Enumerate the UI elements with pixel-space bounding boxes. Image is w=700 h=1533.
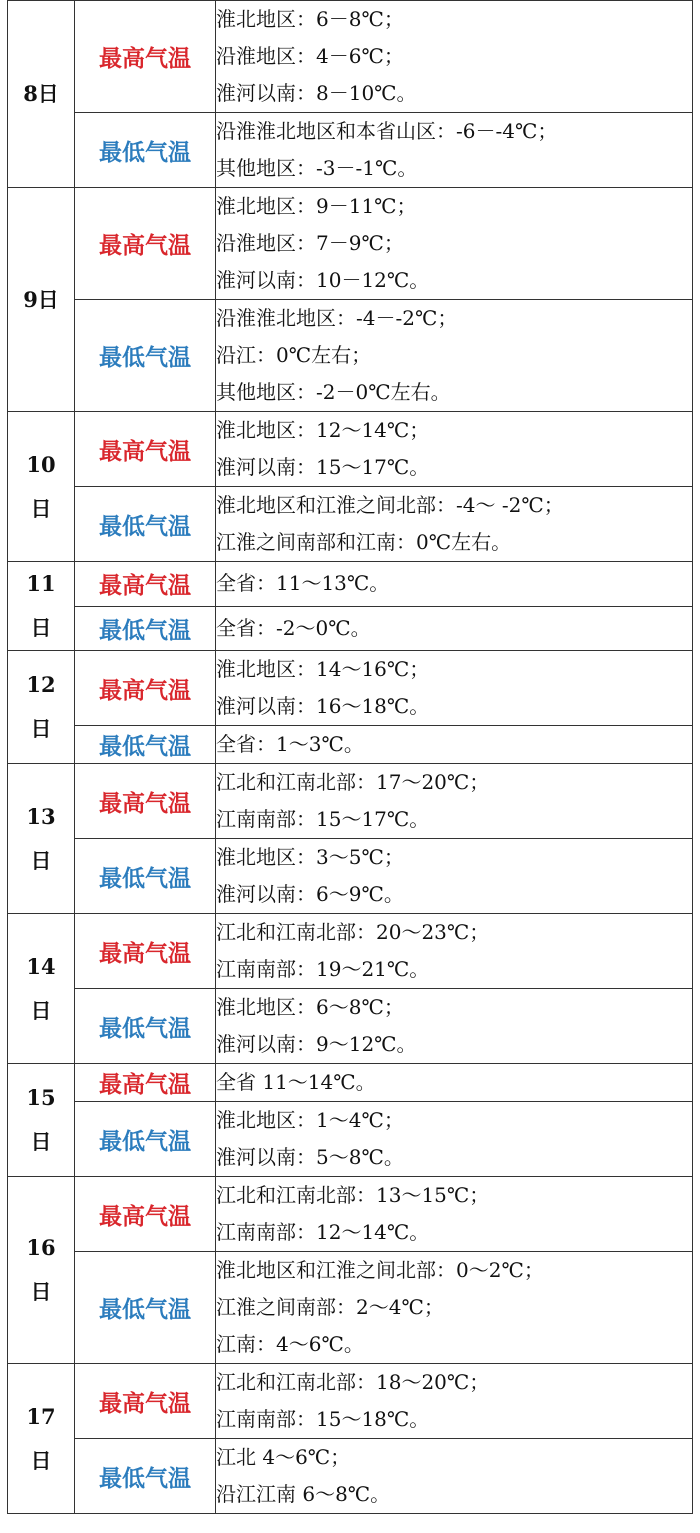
- forecast-row: [8, 1177, 693, 1252]
- max-temp-label: 最高气温: [75, 764, 216, 839]
- day-cell: [8, 1364, 75, 1514]
- temperature-detail-line: 淮北地区：6－8℃；: [216, 7, 404, 31]
- day-cell: [8, 1, 75, 188]
- day-label: 14 日: [26, 953, 56, 1023]
- temperature-detail-cell: [216, 839, 693, 914]
- max-temp-label: 最高气温: [75, 1064, 216, 1102]
- temperature-detail-cell: [216, 487, 693, 562]
- temperature-detail-line: 淮北地区和江淮之间北部：0～2℃；: [216, 1258, 544, 1282]
- forecast-row: [8, 562, 693, 607]
- temperature-detail-cell: [216, 300, 693, 412]
- temperature-detail-line: 淮北地区和江淮之间北部：-4～ -2℃；: [216, 493, 564, 517]
- day-label: 10 日: [26, 451, 56, 521]
- temperature-detail-cell: [216, 1064, 693, 1102]
- day-label: 11 日: [26, 571, 56, 640]
- temperature-detail-line: 其他地区：-2－0℃左右。: [216, 380, 451, 404]
- temperature-detail-line: 淮河以南：6～9℃。: [216, 882, 404, 906]
- forecast-row: [8, 113, 693, 188]
- forecast-row: [8, 914, 693, 989]
- forecast-row: [8, 300, 693, 412]
- temperature-detail-line: 全省 11～14℃。: [216, 1070, 376, 1094]
- temperature-detail-line: 全省：1～3℃。: [216, 732, 364, 756]
- forecast-row: [8, 764, 693, 839]
- min-temp-label: 最低气温: [75, 113, 216, 188]
- temperature-detail-line: 沿淮地区：4－6℃；: [216, 44, 404, 68]
- temperature-detail-line: 江北和江南北部：18～20℃；: [216, 1370, 490, 1394]
- temperature-detail-line: 江北和江南北部：20～23℃；: [216, 920, 490, 944]
- temperature-detail-cell: [216, 1439, 693, 1514]
- temperature-detail-line: 江南南部：15～18℃。: [216, 1407, 430, 1431]
- forecast-row: [8, 606, 693, 651]
- temperature-detail-cell: [216, 989, 693, 1064]
- min-temp-label: 最低气温: [75, 1439, 216, 1514]
- temperature-detail-line: 江南南部：19～21℃。: [216, 957, 430, 981]
- day-label: 15 日: [26, 1085, 56, 1154]
- day-cell: [8, 914, 75, 1064]
- day-cell: [8, 562, 75, 651]
- day-label: 12 日: [26, 672, 56, 741]
- forecast-row: [8, 651, 693, 726]
- forecast-row: [8, 726, 693, 764]
- forecast-row: [8, 1, 693, 113]
- temperature-detail-line: 江北和江南北部：17～20℃；: [216, 770, 490, 794]
- temperature-detail-line: 淮北地区：1～4℃；: [216, 1108, 404, 1132]
- temperature-detail-line: 江淮之间南部和江南：0℃左右。: [216, 530, 512, 554]
- temperature-detail-line: 其他地区：-3－-1℃。: [216, 156, 418, 180]
- temperature-detail-line: 淮北地区：12～14℃；: [216, 418, 430, 442]
- max-temp-label: 最高气温: [75, 188, 216, 300]
- temperature-detail-cell: [216, 412, 693, 487]
- temperature-detail-line: 江南南部：15～17℃。: [216, 807, 430, 831]
- temperature-detail-line: 淮北地区：6～8℃；: [216, 995, 404, 1019]
- day-cell: [8, 1177, 75, 1364]
- max-temp-label: 最高气温: [75, 651, 216, 726]
- forecast-row: [8, 487, 693, 562]
- temperature-detail-line: 淮北地区：3～5℃；: [216, 845, 404, 869]
- temperature-detail-line: 淮河以南：15～17℃。: [216, 455, 430, 479]
- day-label: 13 日: [26, 803, 56, 873]
- temperature-detail-line: 淮河以南：9～12℃。: [216, 1032, 417, 1056]
- day-label: 9日: [23, 286, 59, 312]
- temperature-detail-line: 淮河以南：10－12℃。: [216, 268, 430, 292]
- forecast-row: [8, 412, 693, 487]
- temperature-detail-cell: [216, 1102, 693, 1177]
- forecast-row: [8, 188, 693, 300]
- temperature-detail-line: 淮北地区：14～16℃；: [216, 657, 430, 681]
- temperature-detail-line: 江南南部：12～14℃。: [216, 1220, 430, 1244]
- max-temp-label: 最高气温: [75, 914, 216, 989]
- day-label: 8日: [23, 81, 59, 106]
- temperature-detail-line: 沿江：0℃左右；: [216, 343, 372, 367]
- max-temp-label: 最高气温: [75, 1, 216, 113]
- temperature-detail-line: 江淮之间南部：2～4℃；: [216, 1295, 444, 1319]
- day-cell: [8, 188, 75, 412]
- min-temp-label: 最低气温: [75, 726, 216, 764]
- forecast-table-body: [8, 1, 693, 1514]
- day-cell: [8, 1064, 75, 1177]
- day-cell: [8, 651, 75, 764]
- forecast-row: [8, 1364, 693, 1439]
- max-temp-label: 最高气温: [75, 412, 216, 487]
- forecast-row: [8, 1439, 693, 1514]
- day-label: 16 日: [26, 1235, 56, 1304]
- day-label: 17 日: [26, 1403, 56, 1473]
- max-temp-label: 最高气温: [75, 1364, 216, 1439]
- temperature-detail-line: 沿淮地区：7－9℃；: [216, 231, 404, 255]
- temperature-detail-line: 淮北地区：9－11℃；: [216, 194, 417, 218]
- temperature-detail-cell: [216, 651, 693, 726]
- forecast-row: [8, 1064, 693, 1102]
- temperature-detail-line: 全省：11～13℃。: [216, 571, 390, 596]
- max-temp-label: 最高气温: [75, 562, 216, 607]
- day-cell: [8, 764, 75, 914]
- min-temp-label: 最低气温: [75, 989, 216, 1064]
- temperature-detail-cell: [216, 606, 693, 651]
- temperature-detail-line: 淮河以南：8－10℃。: [216, 81, 417, 105]
- temperature-detail-line: 全省：-2～0℃。: [216, 615, 371, 640]
- temperature-detail-line: 沿江江南 6～8℃。: [216, 1482, 391, 1506]
- temperature-detail-line: 江北和江南北部：13～15℃；: [216, 1183, 490, 1207]
- forecast-row: [8, 1102, 693, 1177]
- min-temp-label: 最低气温: [75, 1102, 216, 1177]
- forecast-row: [8, 1252, 693, 1364]
- temperature-detail-cell: [216, 1364, 693, 1439]
- min-temp-label: 最低气温: [75, 1252, 216, 1364]
- min-temp-label: 最低气温: [75, 487, 216, 562]
- temperature-detail-cell: [216, 1, 693, 113]
- temperature-detail-cell: [216, 726, 693, 764]
- forecast-row: [8, 839, 693, 914]
- temperature-detail-cell: [216, 562, 693, 607]
- temperature-forecast-table: [7, 0, 693, 1514]
- min-temp-label: 最低气温: [75, 300, 216, 412]
- temperature-detail-line: 沿淮淮北地区和本省山区：-6－-4℃；: [216, 119, 558, 143]
- temperature-detail-cell: [216, 1252, 693, 1364]
- temperature-detail-line: 淮河以南：5～8℃。: [216, 1145, 404, 1169]
- temperature-detail-cell: [216, 764, 693, 839]
- temperature-detail-cell: [216, 188, 693, 300]
- min-temp-label: 最低气温: [75, 839, 216, 914]
- temperature-detail-line: 沿淮淮北地区：-4－-2℃；: [216, 306, 458, 330]
- temperature-detail-line: 江北 4～6℃；: [216, 1445, 351, 1469]
- temperature-detail-cell: [216, 914, 693, 989]
- min-temp-label: 最低气温: [75, 606, 216, 651]
- temperature-detail-cell: [216, 1177, 693, 1252]
- temperature-detail-cell: [216, 113, 693, 188]
- forecast-row: [8, 989, 693, 1064]
- temperature-detail-line: 淮河以南：16～18℃。: [216, 694, 430, 718]
- day-cell: [8, 412, 75, 562]
- temperature-detail-line: 江南：4～6℃。: [216, 1332, 364, 1356]
- max-temp-label: 最高气温: [75, 1177, 216, 1252]
